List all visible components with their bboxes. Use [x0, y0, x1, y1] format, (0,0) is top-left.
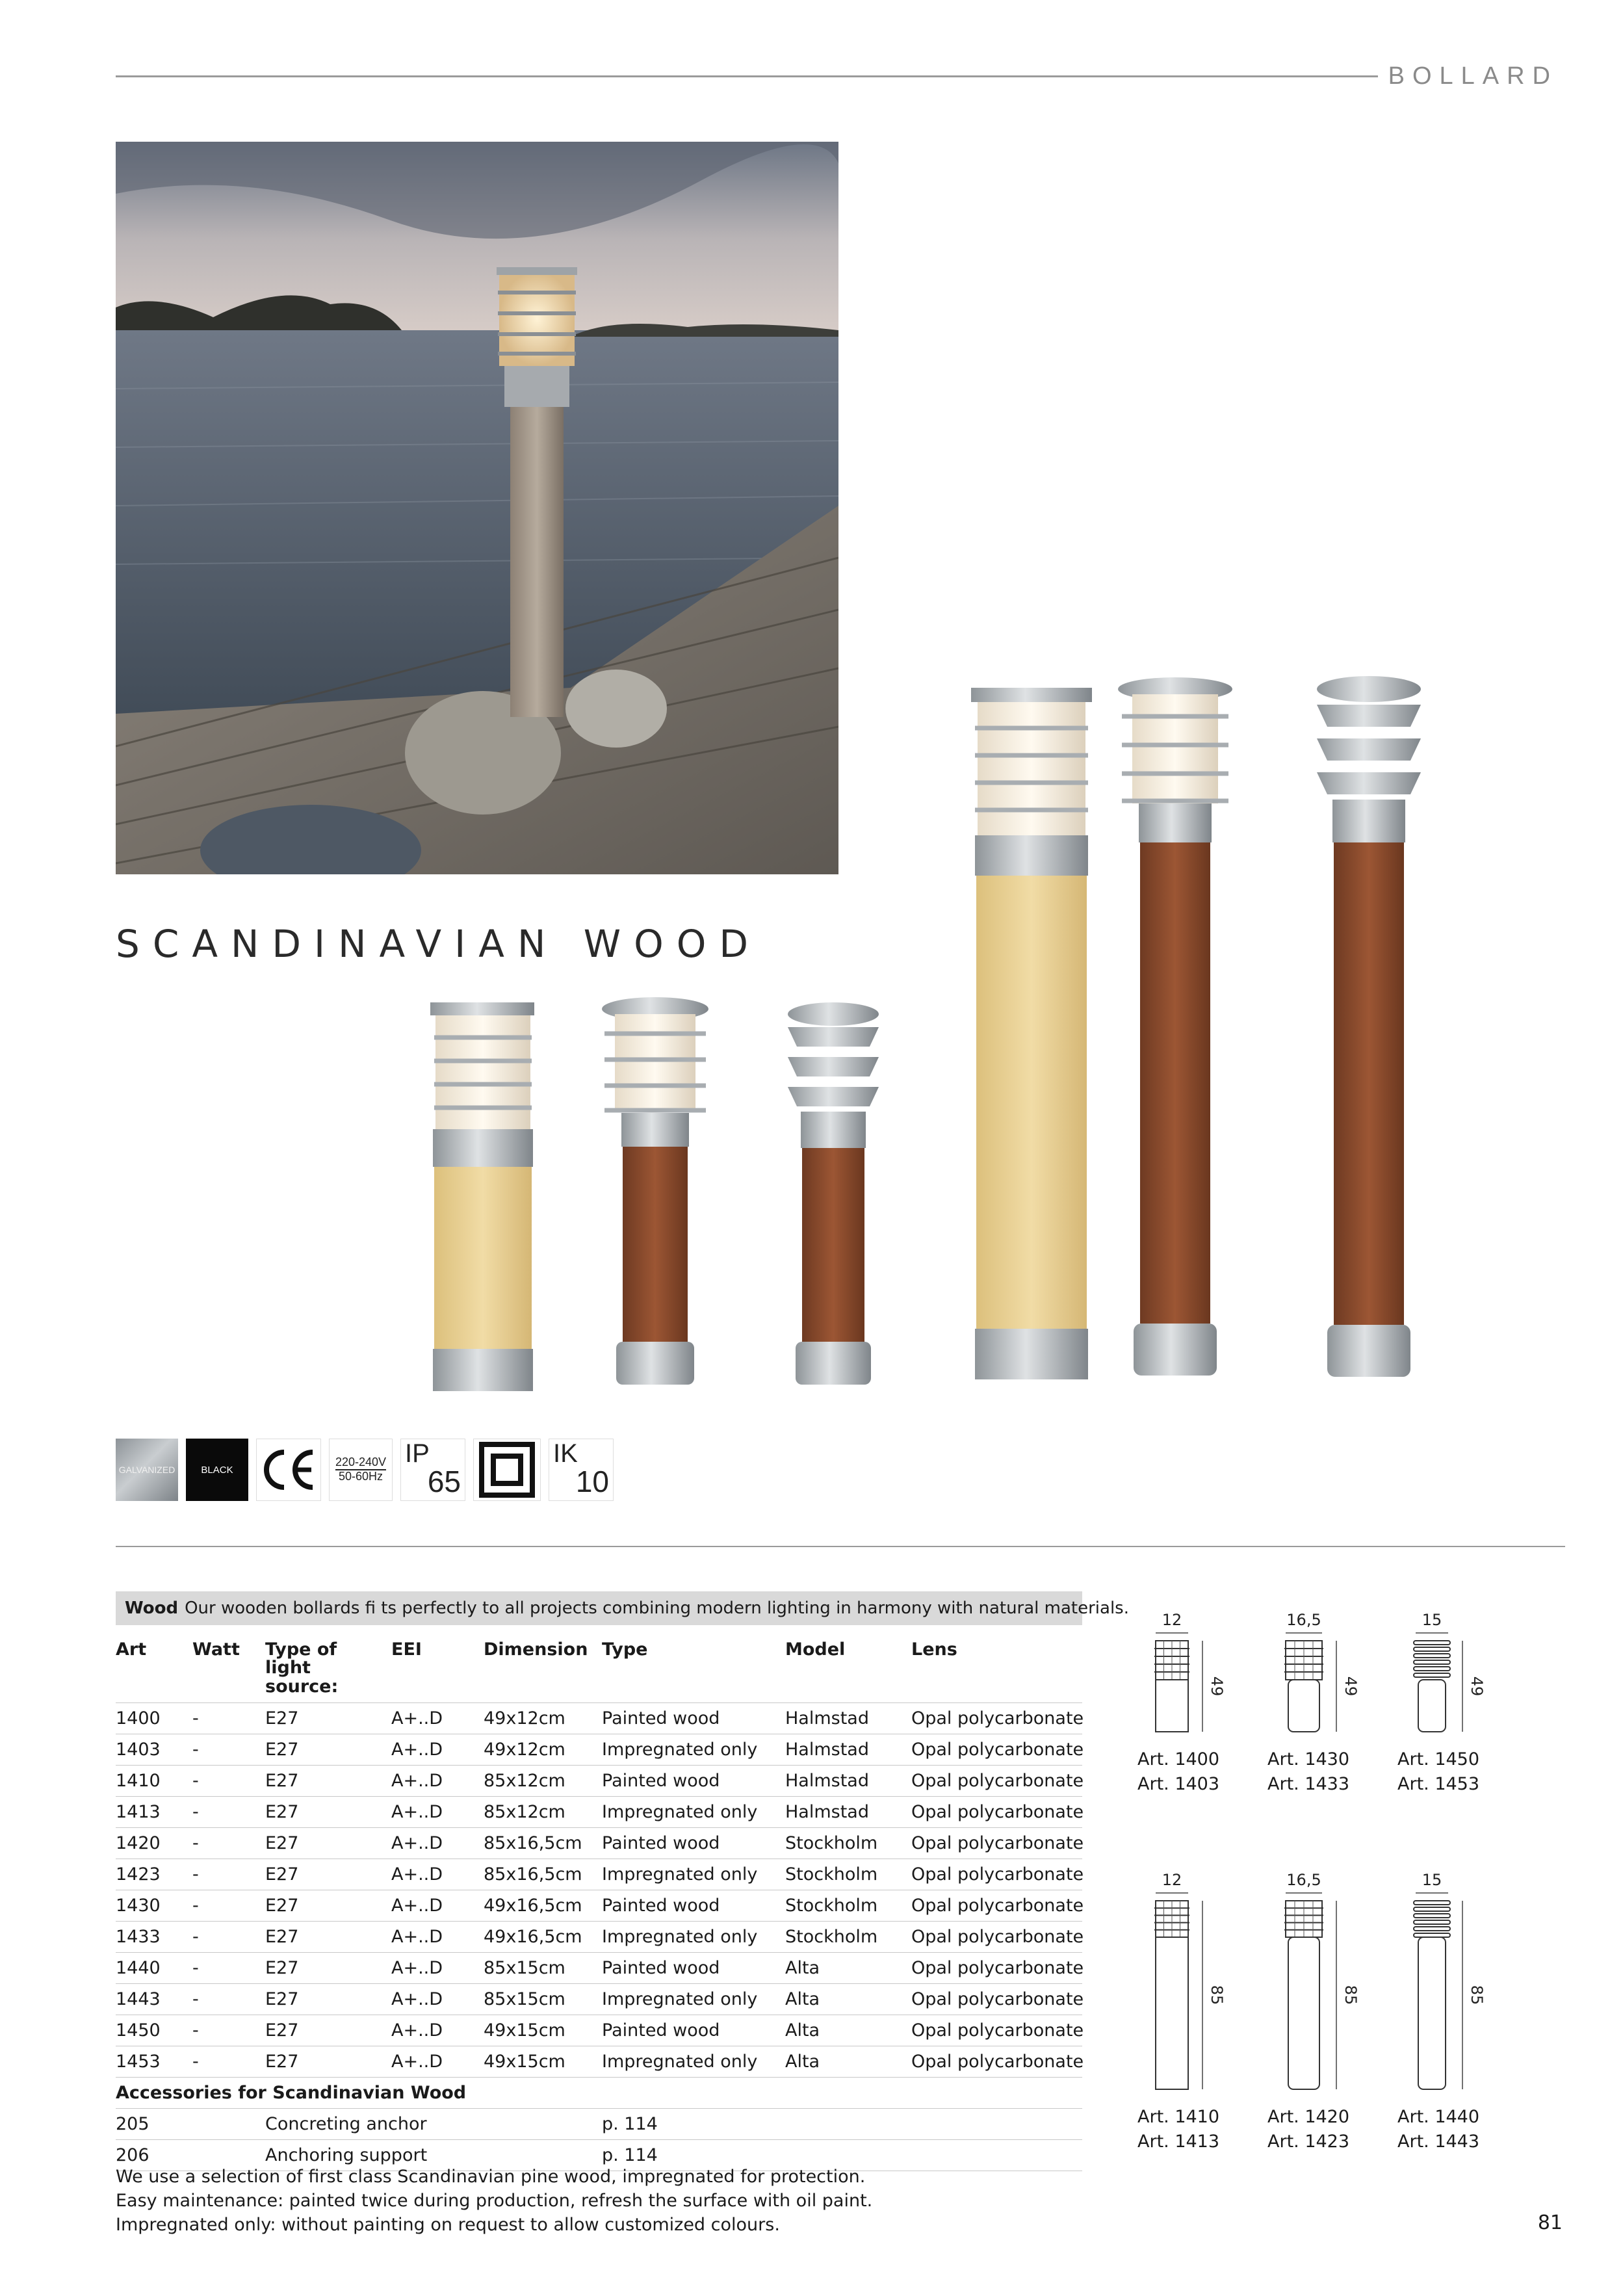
dimension-diagram	[1397, 1611, 1521, 1797]
table-cell: Painted wood	[602, 1771, 720, 1791]
table-cell: 49x15cm	[484, 2020, 565, 2041]
dimension-diagram	[1267, 1611, 1391, 1797]
table-cell: Opal polycarbonate	[911, 1864, 1084, 1885]
table-cell: -	[192, 1771, 199, 1791]
col-header: Type of light source:	[265, 1639, 339, 1697]
table-cell: 49x12cm	[484, 1740, 565, 1760]
bollard-louver-short	[788, 1002, 879, 1385]
bollard-outline-drawing	[1397, 1611, 1521, 1747]
page-title: SCANDINAVIAN WOOD	[116, 922, 762, 966]
table-intro	[116, 1591, 1129, 1625]
table-cell: Halmstad	[785, 1771, 869, 1791]
table-cell: 1400	[116, 1708, 161, 1729]
width-label: 12	[1162, 1611, 1182, 1629]
table-cell: 1440	[116, 1958, 161, 1978]
table-cell: 1410	[116, 1771, 161, 1791]
width-label: 12	[1162, 1871, 1182, 1889]
table-row	[116, 1953, 1082, 1984]
product-bollards-image	[409, 676, 1540, 1404]
table-cell: E27	[265, 1771, 299, 1791]
table-cell: Halmstad	[785, 1802, 869, 1822]
voltage-icon	[329, 1439, 393, 1501]
article-label: Art. 1433	[1267, 1774, 1350, 1794]
table-cell: 49x12cm	[484, 1708, 565, 1729]
table-cell: A+..D	[391, 1802, 443, 1822]
table-cell: Impregnated only	[602, 2052, 758, 2072]
table-cell: E27	[265, 1958, 299, 1978]
table-cell: A+..D	[391, 1989, 443, 2009]
height-label: 85	[1468, 1985, 1486, 2005]
table-cell: E27	[265, 1802, 299, 1822]
galvanized-swatch: GALVANIZED	[116, 1439, 178, 1501]
article-label: Art. 1450	[1397, 1749, 1480, 1769]
voltage-value: 220-240V	[335, 1456, 386, 1470]
table-cell: A+..D	[391, 1864, 443, 1885]
table-cell: -	[192, 1958, 199, 1978]
table-cell: 1403	[116, 1740, 161, 1760]
table-cell: A+..D	[391, 1833, 443, 1853]
table-cell: Opal polycarbonate	[911, 1989, 1084, 2009]
table-cell: Opal polycarbonate	[911, 1708, 1084, 1729]
intro-text: Our wooden bollards fi ts perfectly to all projects combining modern lighting in harmony with natural materials.	[185, 1598, 1129, 1618]
table-cell: -	[192, 1896, 199, 1916]
table-cell: -	[192, 1708, 199, 1729]
article-label: Art. 1420	[1267, 2107, 1350, 2127]
article-label: Art. 1410	[1137, 2107, 1220, 2127]
table-cell: -	[192, 1740, 199, 1760]
table-cell: Stockholm	[785, 1833, 878, 1853]
table-cell: E27	[265, 1740, 299, 1760]
table-cell: 85x15cm	[484, 1958, 565, 1978]
table-cell: Impregnated only	[602, 1927, 758, 1947]
table-cell: 1433	[116, 1927, 161, 1947]
note-line: Easy maintenance: painted twice during production, refresh the surface with oil paint.	[116, 2191, 873, 2211]
table-cell: A+..D	[391, 2052, 443, 2072]
table-cell: A+..D	[391, 1771, 443, 1791]
table-cell: A+..D	[391, 2020, 443, 2041]
dimension-diagram	[1397, 1871, 1521, 2154]
table-cell: Halmstad	[785, 1708, 869, 1729]
bollard-outline-drawing	[1267, 1611, 1391, 1747]
article-label: Art. 1403	[1137, 1774, 1220, 1794]
bollard-square-short	[430, 1002, 534, 1391]
height-label: 49	[1342, 1676, 1360, 1697]
ik-rating-icon	[549, 1439, 614, 1501]
table-row	[116, 1828, 1082, 1859]
table-row	[116, 1859, 1082, 1890]
dimension-diagram	[1137, 1611, 1261, 1797]
table-header	[116, 1625, 1082, 1703]
table-row	[116, 1890, 1082, 1922]
table-cell: Opal polycarbonate	[911, 1802, 1084, 1822]
table-cell: E27	[265, 2020, 299, 2041]
table-cell: 49x16,5cm	[484, 1927, 582, 1947]
table-cell: 1443	[116, 1989, 161, 2009]
table-cell: 1423	[116, 1864, 161, 1885]
col-header: Watt	[192, 1639, 240, 1660]
table-row	[116, 1797, 1082, 1828]
table-cell: Opal polycarbonate	[911, 2020, 1084, 2041]
table-cell: Stockholm	[785, 1927, 878, 1947]
col-header: Model	[785, 1639, 846, 1660]
table-cell: E27	[265, 1864, 299, 1885]
table-cell: p. 114	[602, 2145, 658, 2165]
table-cell: Painted wood	[602, 2020, 720, 2041]
table-cell: -	[192, 1927, 199, 1947]
height-label: 85	[1208, 1985, 1226, 2005]
table-cell: -	[192, 1989, 199, 2009]
table-cell: Anchoring support	[265, 2145, 428, 2165]
table-cell: -	[192, 1833, 199, 1853]
table-cell: E27	[265, 1927, 299, 1947]
table-row	[116, 2046, 1082, 2078]
table-cell: E27	[265, 1833, 299, 1853]
frequency-value: 50-60Hz	[338, 1470, 383, 1483]
certification-icons	[116, 1439, 614, 1504]
table-cell: Stockholm	[785, 1864, 878, 1885]
col-header: Art	[116, 1639, 147, 1660]
bollard-outline-drawing	[1137, 1871, 1261, 2105]
black-swatch: BLACK	[186, 1439, 248, 1501]
bollard-square-tall	[971, 688, 1092, 1379]
note-line: We use a selection of first class Scandinavian pine wood, impregnated for protection.	[116, 2167, 866, 2187]
table-cell: 1430	[116, 1896, 161, 1916]
table-cell: 85x16,5cm	[484, 1864, 582, 1885]
dimension-diagram	[1137, 1871, 1261, 2154]
table-row	[116, 1984, 1082, 2015]
table-cell: Opal polycarbonate	[911, 1771, 1084, 1791]
table-cell: 206	[116, 2145, 149, 2165]
table-cell: Opal polycarbonate	[911, 1833, 1084, 1853]
article-label: Art. 1440	[1397, 2107, 1480, 2127]
table-cell: Opal polycarbonate	[911, 1896, 1084, 1916]
width-label: 15	[1422, 1611, 1442, 1629]
table-row	[116, 1766, 1082, 1797]
table-cell: A+..D	[391, 1896, 443, 1916]
bollard-outline-drawing	[1267, 1871, 1391, 2105]
table-cell: Painted wood	[602, 1896, 720, 1916]
table-cell: E27	[265, 1896, 299, 1916]
table-cell: Opal polycarbonate	[911, 2052, 1084, 2072]
page-number: 81	[1537, 2211, 1563, 2234]
bollard-round-short	[602, 997, 708, 1385]
table-cell: 85x16,5cm	[484, 1833, 582, 1853]
accessory-row	[116, 2109, 1082, 2140]
table-cell: Alta	[785, 1958, 820, 1978]
height-label: 49	[1468, 1676, 1486, 1697]
section-divider	[116, 1546, 1565, 1547]
bollard-louver-tall	[1317, 676, 1421, 1377]
table-cell: p. 114	[602, 2114, 658, 2134]
table-cell: -	[192, 1864, 199, 1885]
table-cell: Stockholm	[785, 1896, 878, 1916]
table-cell: Opal polycarbonate	[911, 1740, 1084, 1760]
article-label: Art. 1430	[1267, 1749, 1350, 1769]
col-header: Lens	[911, 1639, 957, 1660]
table-row	[116, 2015, 1082, 2046]
table-cell: Alta	[785, 2052, 820, 2072]
table-cell: A+..D	[391, 1708, 443, 1729]
table-cell: 205	[116, 2114, 149, 2134]
ik-value: 10	[575, 1465, 609, 1498]
table-cell: -	[192, 2052, 199, 2072]
table-cell: -	[192, 1802, 199, 1822]
table-cell: Painted wood	[602, 1708, 720, 1729]
table-cell: Impregnated only	[602, 1864, 758, 1885]
table-cell: A+..D	[391, 1958, 443, 1978]
article-label: Art. 1453	[1397, 1774, 1480, 1794]
table-cell: 49x15cm	[484, 2052, 565, 2072]
ce-mark-icon	[256, 1439, 321, 1501]
table-cell: 1450	[116, 2020, 161, 2041]
ip-value: 65	[427, 1465, 461, 1498]
class-ii-icon	[473, 1439, 541, 1501]
ip-label: IP	[405, 1439, 430, 1468]
table-cell: 1453	[116, 2052, 161, 2072]
section-title: BOLLARD	[1388, 62, 1558, 90]
table-cell: Painted wood	[602, 1833, 720, 1853]
table-cell: A+..D	[391, 1927, 443, 1947]
dimension-diagram	[1267, 1871, 1391, 2154]
width-label: 15	[1422, 1871, 1442, 1889]
article-label: Art. 1423	[1267, 2132, 1350, 2152]
bollard-outline-drawing	[1397, 1871, 1521, 2105]
bollard-round-tall	[1118, 677, 1232, 1376]
article-label: Art. 1400	[1137, 1749, 1220, 1769]
ik-label: IK	[553, 1439, 578, 1468]
width-label: 16,5	[1286, 1871, 1321, 1889]
table-cell: 85x12cm	[484, 1802, 565, 1822]
table-cell: Impregnated only	[602, 1989, 758, 2009]
table-cell: A+..D	[391, 1740, 443, 1760]
table-cell: Opal polycarbonate	[911, 1958, 1084, 1978]
spec-table	[116, 1591, 1129, 2171]
table-cell: 85x15cm	[484, 1989, 565, 2009]
col-header: EEI	[391, 1639, 422, 1660]
table-cell: E27	[265, 2052, 299, 2072]
bollard-outline-drawing	[1137, 1611, 1261, 1747]
accessories-title: Accessories for Scandinavian Wood	[116, 2078, 1082, 2109]
height-label: 49	[1208, 1676, 1226, 1697]
ip-rating-icon	[400, 1439, 465, 1501]
table-cell: 1413	[116, 1802, 161, 1822]
table-cell: 1420	[116, 1833, 161, 1853]
table-cell: Alta	[785, 2020, 820, 2041]
table-row	[116, 1922, 1082, 1953]
table-cell: Concreting anchor	[265, 2114, 427, 2134]
col-header: Dimension	[484, 1639, 588, 1660]
article-label: Art. 1413	[1137, 2132, 1220, 2152]
table-cell: -	[192, 2020, 199, 2041]
table-cell: Impregnated only	[602, 1802, 758, 1822]
table-row	[116, 1734, 1082, 1766]
table-cell: Halmstad	[785, 1740, 869, 1760]
table-cell: Opal polycarbonate	[911, 1927, 1084, 1947]
height-label: 85	[1342, 1985, 1360, 2005]
article-label: Art. 1443	[1397, 2132, 1480, 2152]
table-cell: Painted wood	[602, 1958, 720, 1978]
intro-bold: Wood	[125, 1598, 179, 1618]
notes	[116, 2165, 1026, 2237]
table-cell: E27	[265, 1708, 299, 1729]
note-line: Impregnated only: without painting on request to allow customized colours.	[116, 2215, 780, 2235]
table-cell: Impregnated only	[602, 1740, 758, 1760]
col-header: Type	[602, 1639, 648, 1660]
width-label: 16,5	[1286, 1611, 1321, 1629]
table-cell: 85x12cm	[484, 1771, 565, 1791]
table-cell: E27	[265, 1989, 299, 2009]
header-rule	[116, 75, 1378, 77]
table-cell: Alta	[785, 1989, 820, 2009]
table-row	[116, 1703, 1082, 1734]
table-cell: 49x16,5cm	[484, 1896, 582, 1916]
